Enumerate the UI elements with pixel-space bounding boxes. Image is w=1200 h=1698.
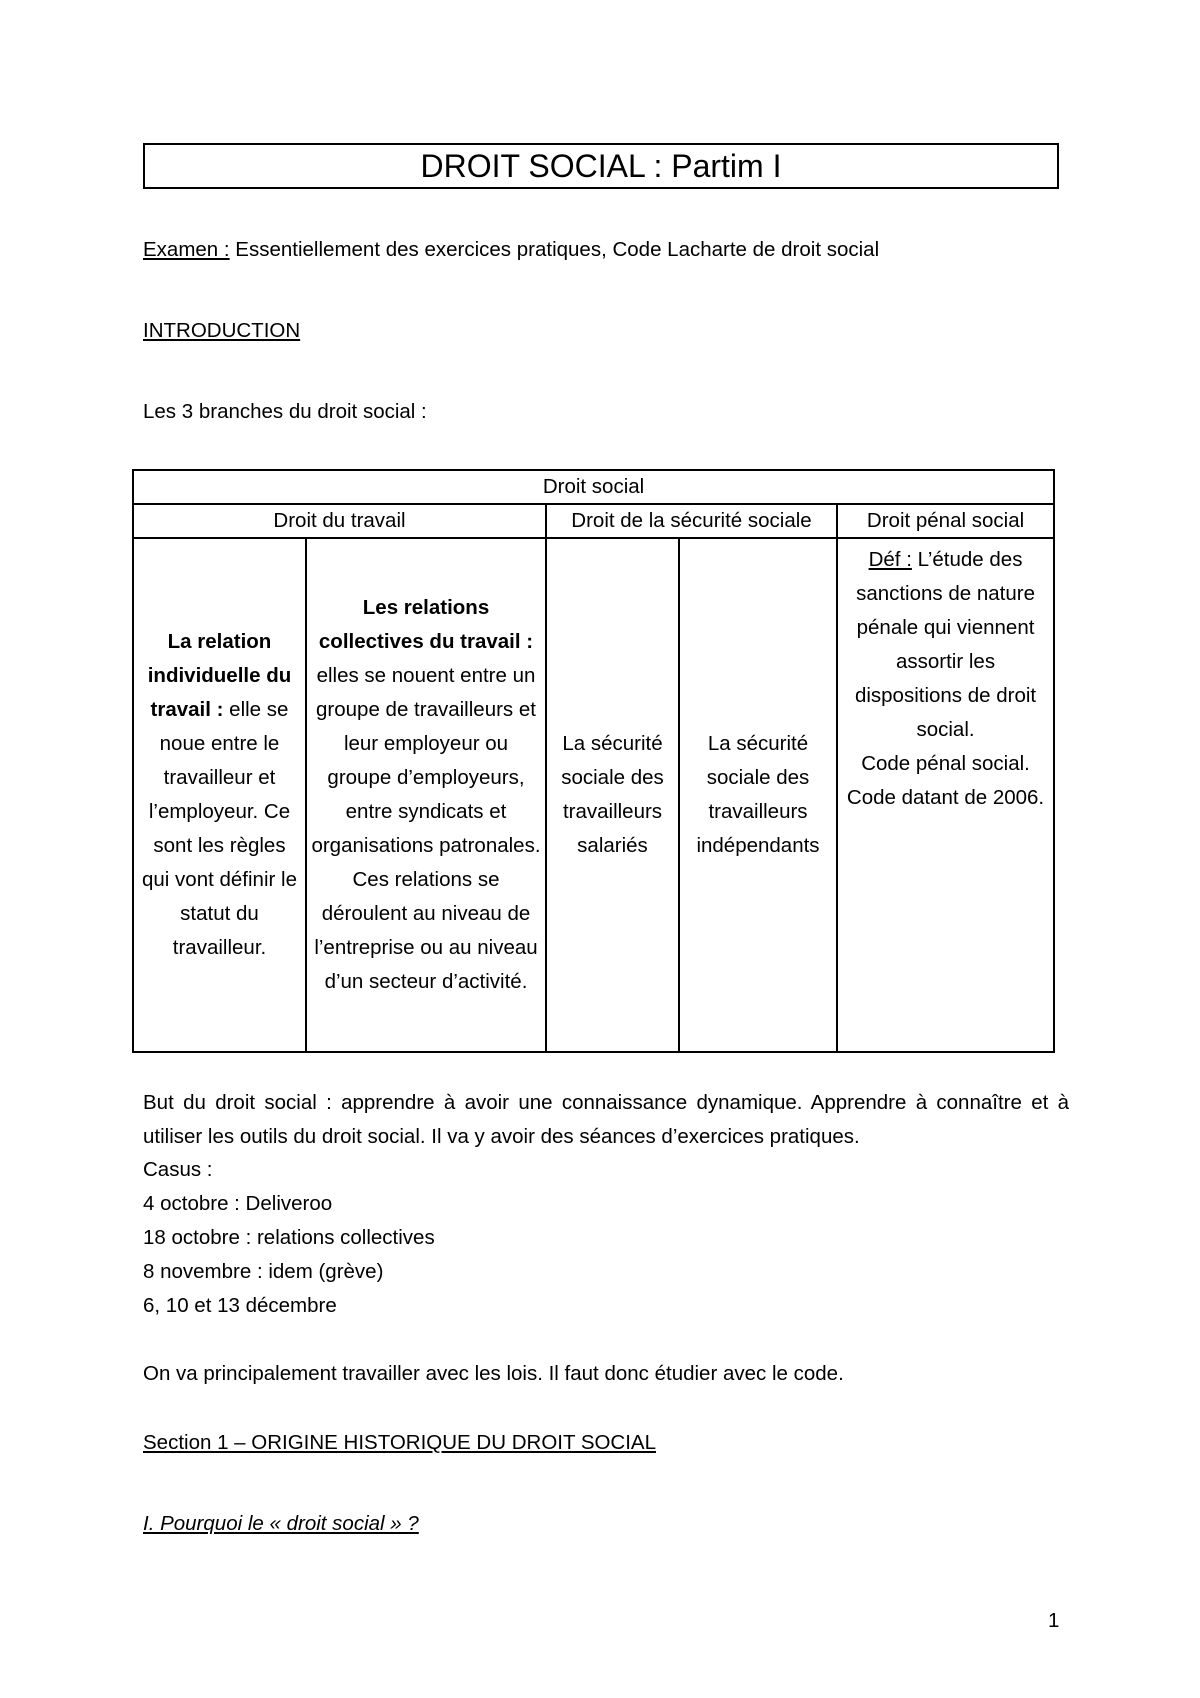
casus-label: Casus : [143,1158,213,1181]
casus-item: 8 novembre : idem (grève) [143,1260,384,1283]
goal-paragraph: But du droit social : apprendre à avoir une connaissance dynamique. Apprendre à connaître et à utiliser les outils du droit social. Il va y avoir des séances d’exercices pratiques. [143,1091,1069,1148]
page-number: 1 [1048,1609,1060,1632]
table-row [133,470,1054,504]
table-header-droit-travail: Droit du travail [133,504,546,538]
cell-penal-def-label: Déf : [868,548,912,571]
table-row [133,504,1054,538]
document-title [143,143,1059,189]
branches-intro: Les 3 branches du droit social : [143,400,427,423]
document-title-text: DROIT SOCIAL : Partim I [420,147,782,184]
cell-collectives-text: elles se nouent entre un groupe de travailleurs et leur employeur ou groupe d’employeurs, entre syndicats et organisations patronales. Ces relations se déroulent au niveau de l’entreprise ou au niveau d’un secteur d’activité. [311,664,541,993]
cell-relations-collectives [306,538,546,1052]
casus-item: 4 octobre : Deliveroo [143,1192,333,1215]
cell-penal-def-text: L’étude des sanctions de nature pénale qui viennent assortir les dispositions de droit social. [854,548,1037,741]
section1-heading: Section 1 – ORIGINE HISTORIQUE DU DROIT SOCIAL [143,1431,657,1454]
cell-penal-code2: Code datant de 2006. [846,786,1045,809]
introduction-heading: INTRODUCTION [143,319,301,342]
cell-securite-independants: La sécurité sociale des travailleurs indépendants [679,538,837,1052]
casus-item: 6, 10 et 13 décembre [143,1294,337,1317]
subsection1-heading: I. Pourquoi le « droit social » ? [143,1512,419,1535]
exam-line [143,238,879,262]
exam-label: Examen : [143,238,230,261]
table-row [133,538,1054,1052]
cell-relation-individuelle [133,538,306,1052]
table-header-droit-social: Droit social [133,470,1054,504]
cell-droit-penal [837,538,1054,1052]
study-paragraph: On va principalement travailler avec les lois. Il faut donc étudier avec le code. [143,1362,844,1385]
cell-individuelle-text: elle se noue entre le travailleur et l’employeur. Ce sont les règles qui vont définir le statut du travailleur. [142,698,297,959]
cell-penal-code1: Code pénal social. [861,752,1030,775]
branches-table [132,469,1055,1053]
casus-item: 18 octobre : relations collectives [143,1226,435,1249]
table-header-droit-penal: Droit pénal social [837,504,1054,538]
cell-securite-salaries: La sécurité sociale des travailleurs salariés [546,538,679,1052]
cell-collectives-bold: Les relations collectives du travail : [318,596,534,653]
table-header-securite-sociale: Droit de la sécurité sociale [546,504,837,538]
exam-text: Essentiellement des exercices pratiques, Code Lacharte de droit social [229,238,880,261]
cell-individuelle-bold: La relation individuelle du travail : [147,630,292,721]
